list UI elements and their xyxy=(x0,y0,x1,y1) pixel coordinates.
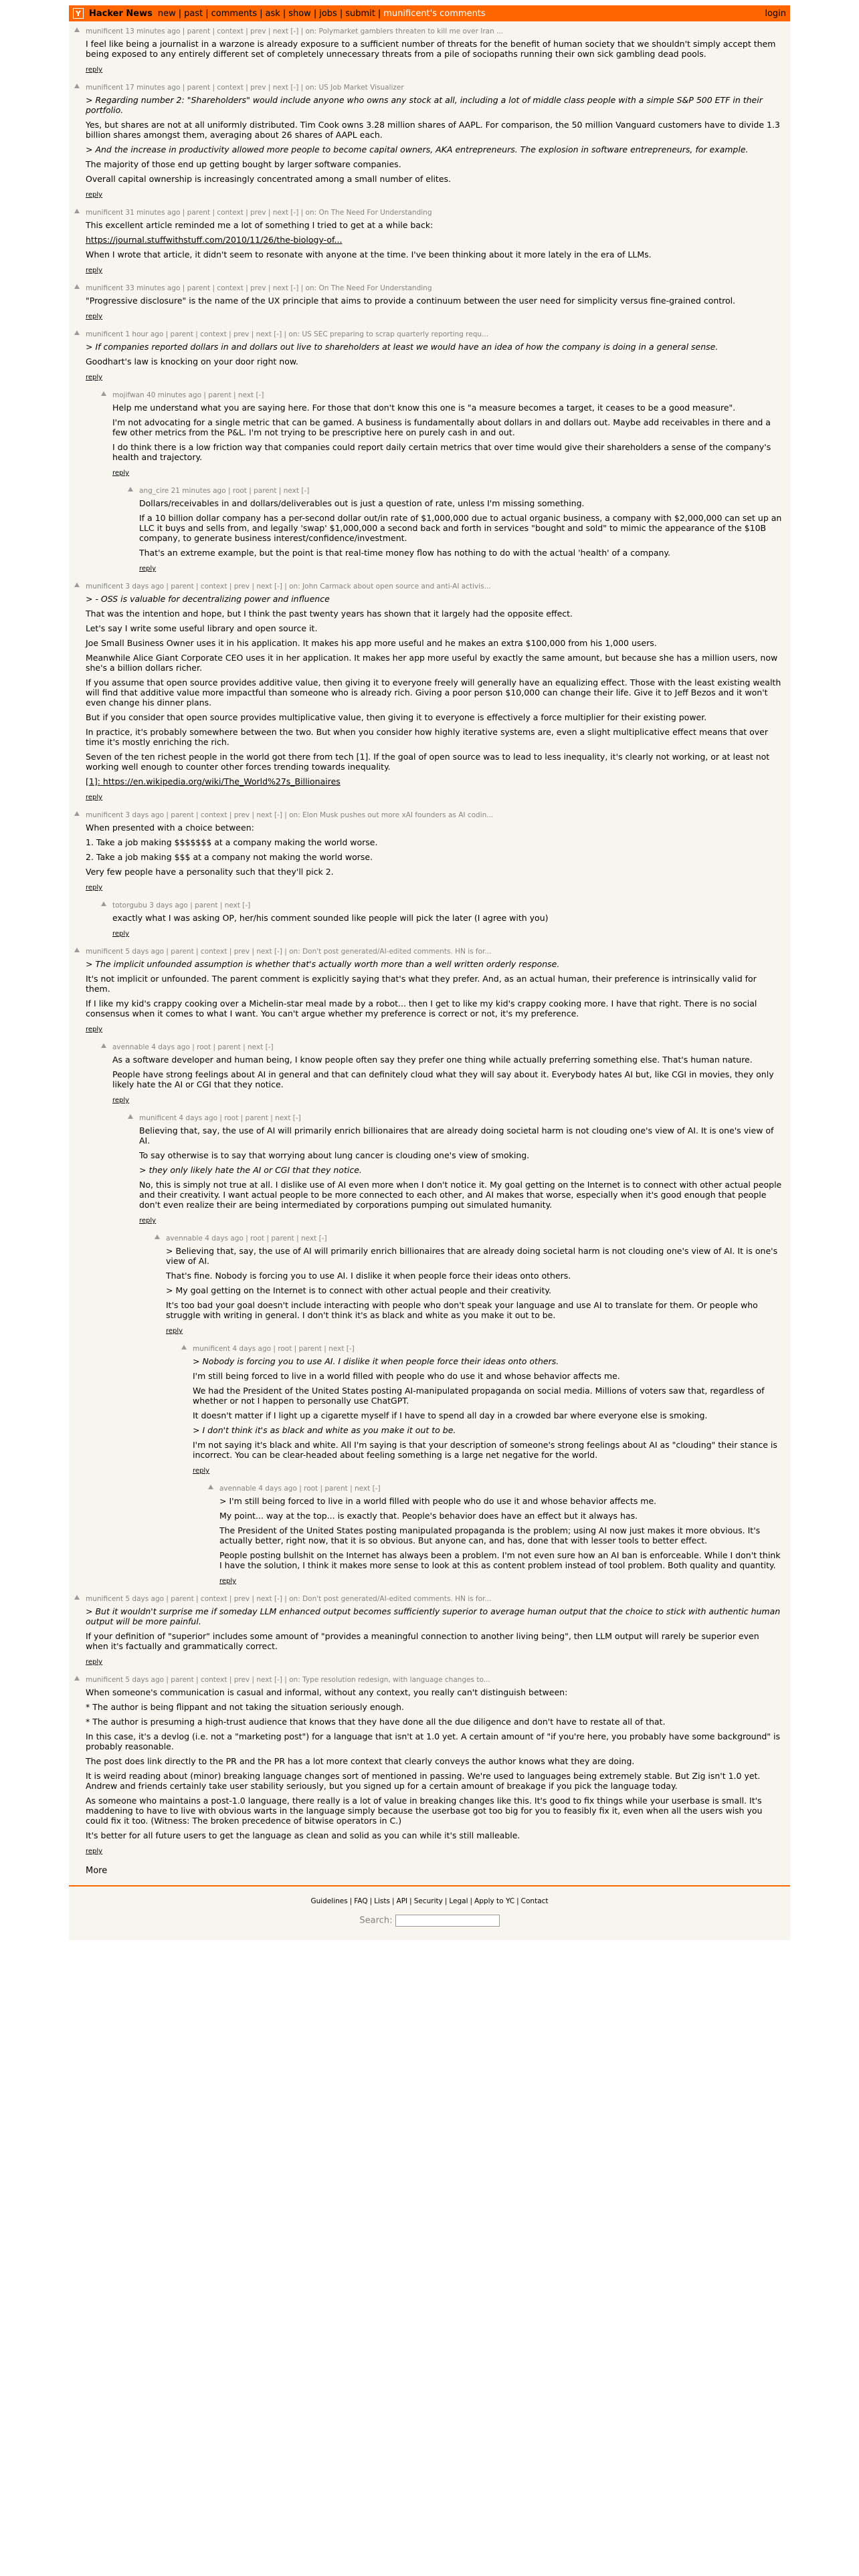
comment-paragraph: That's an extreme example, but the point is that real-time money flow has nothing to do with the actual 'health' of a company. xyxy=(139,548,670,558)
comment-text xyxy=(86,220,783,259)
reply-link[interactable]: reply xyxy=(86,313,103,320)
comment-paragraph: As a software developer and human being, I know people often say they prefer one thing while actually preferring something else. That's human nature. xyxy=(112,1055,753,1065)
comment-paragraph xyxy=(86,235,783,245)
comment-paragraph: I'm not saying it's black and white. All I'm saying is that your description of someone's strong feelings about AI as "clouding" their stance is incorrect. You can be clear-headed about feeling something is a large net negative for the world. xyxy=(193,1440,777,1460)
comment xyxy=(69,207,790,282)
comment-paragraph: That was the intention and hope, but I think the past twenty years has shown that it largely had the opposite effect. xyxy=(86,609,573,619)
comment xyxy=(69,809,790,899)
quoted-paragraph: > they only likely hate the AI or CGI that they notice. xyxy=(139,1165,362,1175)
upvote-arrow-icon[interactable] xyxy=(74,811,80,816)
comment xyxy=(69,282,790,328)
upvote-arrow-icon[interactable] xyxy=(181,1345,187,1350)
comment-paragraph: If you assume that open source provides additive value, then giving it to everyone freely will generally have an equalizing effect. Those with the least existing wealth will find that additive value more impactful than someone who is already rich. Giving a poor person $10,000 can change their life. Give it to Jeff Bezos and it won't even change his dinner plans. xyxy=(86,677,781,708)
quoted-paragraph: > But it wouldn't surprise me if someday LLM enhanced output becomes sufficiently superior to average human output that the choice to stick with authentic human output will be more painful. xyxy=(86,1606,781,1626)
comment-text xyxy=(86,594,783,786)
search-area xyxy=(69,1915,790,1927)
nav-separator: | xyxy=(205,8,209,19)
footer-separator: | xyxy=(444,1897,448,1905)
comment-paragraph: Let's say I write some useful library and open source it. xyxy=(86,623,318,633)
comment-text xyxy=(166,1246,783,1320)
comment xyxy=(69,25,790,82)
comment-paragraph: When I wrote that article, it didn't seem to resonate with anyone at the time. I've been thinking about it more lately in the era of LLMs. xyxy=(86,249,652,259)
comment-paragraph: My point... way at the top... is exactly that. People's behavior does have an effect but it always has. xyxy=(219,1511,638,1521)
comment-header[interactable]: avennable 4 days ago | root | parent | next [-] xyxy=(219,1485,381,1493)
comment-paragraph: In this case, it's a devlog (i.e. not a "marketing post") for a language that isn't at 1.0 yet. A certain amount of "if you're here, you probably have some background" is probably reasonable. xyxy=(86,1731,781,1751)
comment-header[interactable]: avennable 4 days ago | root | parent | next [-] xyxy=(112,1043,274,1051)
footer-link[interactable]: Guidelines xyxy=(310,1897,348,1905)
comment-header[interactable]: munificent 1 hour ago | parent | context | prev | next [-] | on: US SEC preparing to scrap quarterly reporting requ... xyxy=(86,330,489,338)
comment-text xyxy=(193,1356,783,1460)
comment-paragraph: It is weird reading about (minor) breaking language changes sort of mentioned in passing. We're used to languages being extremely stable. But Zig isn't 1.0 yet. Andrew and friends certainly take user stability seriously, but you signed up for a certain amount of breakage if you pick the language today. xyxy=(86,1771,761,1791)
reply-link[interactable]: reply xyxy=(86,1848,103,1855)
comment-paragraph: 1. Take a job making $$$$$$$ at a company making the world worse. xyxy=(86,837,378,847)
comment-paragraph: To say otherwise is to say that worrying about lung cancer is clouding one's view of smoking. xyxy=(139,1150,530,1160)
comment-text xyxy=(112,403,783,462)
comment-paragraph: * The author is being flippant and not taking the situation seriously enough. xyxy=(86,1702,404,1712)
quoted-paragraph: > And the increase in productivity allowed more people to become capital owners, AKA entrepreneurs. The explosion in software entrepreneurs, for example. xyxy=(86,144,749,154)
comment-text xyxy=(139,1125,783,1210)
upvote-arrow-icon[interactable] xyxy=(101,391,106,396)
nav-jobs[interactable]: jobs xyxy=(319,8,337,19)
comment-header[interactable]: munificent 17 minutes ago | parent | context | prev | next [-] | on: US Job Market Visualizer xyxy=(86,84,404,92)
comment-header[interactable]: munificent 3 days ago | parent | context | prev | next [-] | on: John Carmack about open source and anti-AI activis... xyxy=(86,582,491,591)
comment-paragraph: 2. Take a job making $$$ at a company not making the world worse. xyxy=(86,852,373,862)
comment-paragraph xyxy=(86,776,783,786)
nav-current-page[interactable]: munificent's comments xyxy=(383,8,486,19)
comment-paragraph: Seven of the ten richest people in the world got there from tech [1]. If the goal of open source was to lead to less inequality, it's clearly not working, or at least not working well enough to counter other forces trending towards inequality. xyxy=(86,752,770,772)
comment-paragraph: The post does link directly to the PR and the PR has a lot more context that clearly conveys the author knows what they are doing. xyxy=(86,1756,635,1766)
upvote-arrow-icon[interactable] xyxy=(74,1595,80,1600)
upvote-arrow-icon[interactable] xyxy=(155,1235,160,1239)
comment-text xyxy=(86,1606,783,1651)
footer-separator: | xyxy=(349,1897,353,1905)
nav-separator: | xyxy=(282,8,286,19)
comment-list xyxy=(69,21,790,1863)
nav-separator: | xyxy=(178,8,182,19)
nav-links xyxy=(158,9,486,19)
comment-text xyxy=(86,959,783,1018)
comment-paragraph: This excellent article reminded me a lot of something I tried to get at a while back: xyxy=(86,220,434,230)
footer-link[interactable]: API xyxy=(396,1897,408,1905)
upvote-arrow-icon[interactable] xyxy=(101,1043,106,1048)
nav-show[interactable]: show xyxy=(288,8,311,19)
footer-link[interactable]: Legal xyxy=(449,1897,468,1905)
quoted-paragraph: > Regarding number 2: "Shareholders" would include anyone who owns any stock at all, including a lot of middle class people with a simple S&P 500 ETF in their portfolio. xyxy=(86,95,763,115)
upvote-arrow-icon[interactable] xyxy=(128,1114,133,1119)
comment-paragraph: It's not implicit or unfounded. The parent comment is explicitly saying that's what they prefer. And, as an actual human, their preference is intrinsically valid for them. xyxy=(86,974,757,994)
comment-header[interactable]: munificent 3 days ago | parent | context | prev | next [-] | on: Elon Musk pushes out more xAI founders as AI codin... xyxy=(86,811,494,819)
nav-new[interactable]: new xyxy=(157,8,176,19)
comment-paragraph: We had the President of the United States posting AI-manipulated propaganda on social media. Millions of voters saw that, regardless of whether or not I happen to personally use ChatGPT. xyxy=(193,1386,765,1406)
comment-paragraph: As someone who maintains a post-1.0 language, there really is a lot of value in breaking changes like this. It's good to fix things while your userbase is small. It's maddening to have to live with obvious warts in the language simply because the userbase got too big for you to feasibly fix it, even when all the users wish you could fix it too. (Witness: The broken precedence of bitwise operators in C.) xyxy=(86,1796,763,1826)
reply-link[interactable]: reply xyxy=(86,191,103,199)
comment xyxy=(69,389,790,485)
comment-header[interactable]: ang_cire 21 minutes ago | root | parent | next [-] xyxy=(139,487,310,495)
comment-paragraph: Very few people have a personality such that they'll pick 2. xyxy=(86,867,334,877)
comment-header[interactable]: mojifwan 40 minutes ago | parent | next [-] xyxy=(112,391,264,399)
comment-paragraph: The President of the United States posting manipulated propaganda is the problem; using AI now just makes it more obvious. It's actually better, right now, that it is so obvious. But anyone can, and has, done that with lesser tools to better effect. xyxy=(219,1525,761,1545)
reply-link[interactable]: reply xyxy=(86,267,103,274)
comment-link[interactable]: [1]: https://en.wikipedia.org/wiki/The_World%27s_Billionaires xyxy=(86,776,341,786)
nav-separator: | xyxy=(313,8,317,19)
comment-paragraph: People have strong feelings about AI in general and that can definitely cloud what they will say about it. Everybody hates AI but, like CGI in movies, they only likely hate the AI or CGI that they notice. xyxy=(112,1069,774,1089)
upvote-arrow-icon[interactable] xyxy=(74,27,80,32)
comment xyxy=(69,1232,790,1343)
comment xyxy=(69,485,790,580)
upvote-arrow-icon[interactable] xyxy=(74,209,80,213)
reply-link[interactable]: reply xyxy=(139,565,157,572)
comment-text xyxy=(86,342,783,366)
quoted-paragraph: > - OSS is valuable for decentralizing power and influence xyxy=(86,594,330,604)
comment-header[interactable]: munificent 31 minutes ago | parent | context | prev | next [-] | on: On The Need For Understanding xyxy=(86,209,432,217)
comment xyxy=(69,1674,790,1863)
quoted-paragraph: > The implicit unfounded assumption is whether that's actually worth more than a well written orderly response. xyxy=(86,959,560,969)
comment-paragraph: > Believing that, say, the use of AI will primarily enrich billionaires that are already doing societal harm is not clouding one's view of AI. It is one's view of AI. xyxy=(166,1246,778,1266)
comment-paragraph: It's too bad your goal doesn't include interacting with people who don't speak your language and use AI to translate for them. Or people who struggle with writing in general. I don't think it's as black and white as you make it out to be. xyxy=(166,1300,758,1320)
comment-paragraph: But if you consider that open source provides multiplicative value, then giving it to everyone is effectively a force multiplier for their existing power. xyxy=(86,712,707,722)
more-link[interactable]: More xyxy=(86,1866,108,1876)
comment-paragraph: > My goal getting on the Internet is to connect with other actual people and their creativity. xyxy=(166,1285,551,1295)
reply-link[interactable]: reply xyxy=(112,1097,130,1104)
comment-text xyxy=(219,1496,783,1570)
comment-paragraph: Yes, but shares are not at all uniformly distributed. Tim Cook owns 3.28 million shares of AAPL. For comparison, the 50 million Vanguard customers have to divide 1.3 billion shares amongst them, averaging about 26 shares of AAPL each. xyxy=(86,120,780,140)
comment-text xyxy=(86,95,783,184)
comment-text xyxy=(112,1055,783,1089)
comment xyxy=(69,1112,790,1232)
upvote-arrow-icon[interactable] xyxy=(74,582,80,587)
comment-header[interactable]: munificent 5 days ago | parent | context | prev | next [-] | on: Don't post generated/AI-edited comments. HN is for... xyxy=(86,948,492,956)
comment-header[interactable]: munificent 13 minutes ago | parent | context | prev | next [-] | on: Polymarket gamblers threaten to kill me over Iran ... xyxy=(86,27,504,35)
comment-paragraph: Goodhart's law is knocking on your door right now. xyxy=(86,356,298,366)
upvote-arrow-icon[interactable] xyxy=(74,1676,80,1681)
comment-header[interactable]: avennable 4 days ago | root | parent | next [-] xyxy=(166,1235,327,1243)
comment xyxy=(69,328,790,389)
reply-link[interactable]: reply xyxy=(86,1658,103,1666)
footer-link[interactable]: Apply to YC xyxy=(474,1897,515,1905)
reply-link[interactable]: reply xyxy=(86,66,103,74)
comment-paragraph: It doesn't matter if I light up a cigarette myself if I have to spend all day in a crowded bar where everyone else is smoking. xyxy=(193,1410,708,1420)
comment-paragraph: "Progressive disclosure" is the name of the UX principle that aims to provide a continuum between the user need for simplicity versus fine-grained control. xyxy=(86,296,736,306)
comment-text xyxy=(86,1687,783,1840)
comment xyxy=(69,946,790,1041)
nav-separator: | xyxy=(260,8,263,19)
comment-paragraph: No, this is simply not true at all. I dislike use of AI even more when I don't notice it. My goal getting on the Internet is to connect with other actual people and their creativity. I want actual people to be more connected to each other, and AI makes that worse, especially when it's good enough that people don't even realize their are being intermediated by corporations pumping out simulated humanity. xyxy=(139,1180,782,1210)
y-logo-icon[interactable]: Y xyxy=(73,8,84,19)
comment-paragraph: If a 10 billion dollar company has a per-second dollar out/in rate of $1,000,000 due to actual organic business, a company with $2,000,000 can set up an LLC it buys and sells from, and legally 'swap' $1,000,000 a second back and forth in services "bought and sold" to mimic the appearance of the $10B company, to generate business interest/confidence/investment. xyxy=(139,513,782,543)
comment-text xyxy=(86,296,783,306)
quoted-paragraph: > I don't think it's as black and white as you make it out to be. xyxy=(193,1425,456,1435)
comment-paragraph: I'm still being forced to live in a world filled with people who do use it and whose behavior affects me. xyxy=(193,1371,620,1381)
footer-link[interactable]: Contact xyxy=(520,1897,549,1905)
reply-link[interactable]: reply xyxy=(193,1467,210,1475)
nav-separator: | xyxy=(377,8,381,19)
comment-paragraph: Meanwhile Alice Giant Corporate CEO uses it in her application. It makes her app more useful by exactly the same amount, but because she has a million users, now she's a billion dollars richer. xyxy=(86,653,778,673)
comment-text xyxy=(86,39,783,59)
comment-paragraph: * The author is presuming a high-trust audience that knows that they have done all the due diligence and don't have to restate all of that. xyxy=(86,1717,666,1727)
comment-paragraph: Believing that, say, the use of AI will primarily enrich billionaires that are already doing societal harm is not clouding one's view of AI. It is one's view of AI. xyxy=(139,1125,774,1146)
nav-ask[interactable]: ask xyxy=(265,8,280,19)
upvote-arrow-icon[interactable] xyxy=(128,487,133,492)
comment xyxy=(69,1483,790,1593)
comment-paragraph: When presented with a choice between: xyxy=(86,823,254,833)
footer-link[interactable]: Lists xyxy=(374,1897,390,1905)
quoted-paragraph: > If companies reported dollars in and dollars out live to shareholders at least we would have an idea of how the company is doing in a general sense. xyxy=(86,342,719,352)
comment-paragraph: exactly what I was asking OP, her/his comment sounded like people will pick the later (I agree with you) xyxy=(112,913,549,923)
comment-header[interactable]: totorgubu 3 days ago | parent | next [-] xyxy=(112,901,251,909)
comment-paragraph: It's better for all future users to get the language as clean and solid as you can while it's still malleable. xyxy=(86,1830,520,1840)
comment-header[interactable]: munificent 33 minutes ago | parent | context | prev | next [-] | on: On The Need For Understanding xyxy=(86,284,432,292)
reply-link[interactable]: reply xyxy=(112,469,130,477)
top-bar xyxy=(69,5,790,21)
reply-link[interactable]: reply xyxy=(166,1327,183,1335)
comment-text xyxy=(112,913,783,923)
comment xyxy=(69,580,790,809)
comment-text xyxy=(139,498,783,558)
comment-paragraph: Joe Small Business Owner uses it in his application. It makes his app more useful and he makes an extra $100,000 from his 1,000 users. xyxy=(86,638,657,648)
comment-paragraph: I feel like being a journalist in a warzone is already exposure to a sufficient number of threats for the benefit of human society that we shouldn't simply accept them being exposed to any entirely different set of completely unnecessary threats from a pile of sociopaths running their own sick gambling dead pools. xyxy=(86,39,776,59)
search-input[interactable] xyxy=(395,1915,500,1927)
quoted-paragraph: > Nobody is forcing you to use AI. I dislike it when people force their ideas onto others. xyxy=(193,1356,559,1366)
comment-header[interactable]: munificent 5 days ago | parent | context | prev | next [-] | on: Type resolution redesign, with language changes to... xyxy=(86,1676,490,1684)
nav-comments[interactable]: comments xyxy=(211,8,258,19)
comment-header[interactable]: munificent 4 days ago | root | parent | next [-] xyxy=(193,1345,355,1353)
upvote-arrow-icon[interactable] xyxy=(74,948,80,952)
upvote-arrow-icon[interactable] xyxy=(208,1485,213,1489)
footer-separator: | xyxy=(391,1897,395,1905)
comment xyxy=(69,1593,790,1674)
comment-paragraph: I'm not advocating for a single metric that can be gamed. A business is fundamentally about dollars in and dollars out. Maybe add receivables in there and a few other metrics from the P&L. I'm not trying to be prescriptive here on purely cash in and out. xyxy=(112,417,771,437)
comment-paragraph: If your definition of "superior" includes some amount of "provides a meaningful connection to another living being", then LLM output will rarely be superior even when it's factually and grammatically correct. xyxy=(86,1631,759,1651)
comment-paragraph: Help me understand what you are saying here. For those that don't know this one is "a measure becomes a target, it ceases to be a good measure". xyxy=(112,403,736,413)
comment-paragraph: Overall capital ownership is increasingly concentrated among a small number of elites. xyxy=(86,174,451,184)
comment-link[interactable]: https://journal.stuffwithstuff.com/2010/11/26/the-biology-of... xyxy=(86,235,343,245)
reply-link[interactable]: reply xyxy=(112,930,130,938)
comment xyxy=(69,1041,790,1112)
footer-link[interactable]: FAQ xyxy=(354,1897,368,1905)
comment-paragraph: The majority of those end up getting bought by larger software companies. xyxy=(86,159,401,169)
footer xyxy=(69,1885,790,1940)
comment-paragraph: People posting bullshit on the Internet has always been a problem. I'm not even sure how an AI ban is enforceable. While I don't think I have the solution, I think it makes more sense to look at this as content problem instead of tool problem. Both quality and quantity. xyxy=(219,1550,781,1570)
comment-paragraph: Dollars/receivables in and dollars/deliverables out is just a question of rate, unless I'm missing something. xyxy=(139,498,585,508)
site-name[interactable]: Hacker News xyxy=(89,8,153,19)
reply-link[interactable]: reply xyxy=(86,794,103,801)
comment xyxy=(69,1343,790,1483)
nav-separator: | xyxy=(339,8,343,19)
comment-paragraph: In practice, it's probably somewhere between the two. But when you consider how highly iterative systems are, even a slight multiplicative effect means that over time it's mostly enriching the rich. xyxy=(86,727,769,747)
comment-paragraph: That's fine. Nobody is forcing you to use AI. I dislike it when people force their ideas onto others. xyxy=(166,1271,571,1281)
footer-links xyxy=(69,1897,790,1905)
comment-paragraph: I do think there is a low friction way that companies could report daily certain metrics that over time would give their shareholders a sense of the company's health and trajectory. xyxy=(112,442,771,462)
login-link[interactable]: login xyxy=(765,8,786,19)
reply-link[interactable]: reply xyxy=(86,374,103,381)
hn-main xyxy=(69,5,790,1940)
footer-separator: | xyxy=(470,1897,473,1905)
footer-separator: | xyxy=(516,1897,519,1905)
reply-link[interactable]: reply xyxy=(219,1578,237,1585)
reply-link[interactable]: reply xyxy=(86,1026,103,1033)
comment-header[interactable]: munificent 4 days ago | root | parent | next [-] xyxy=(139,1114,301,1122)
reply-link[interactable]: reply xyxy=(86,884,103,891)
footer-separator: | xyxy=(369,1897,373,1905)
comment-header[interactable]: munificent 5 days ago | parent | context | prev | next [-] | on: Don't post generated/AI-edited comments. HN is for... xyxy=(86,1595,492,1603)
comment-text xyxy=(86,823,783,877)
footer-link[interactable]: Security xyxy=(413,1897,443,1905)
upvote-arrow-icon[interactable] xyxy=(101,901,106,906)
upvote-arrow-icon[interactable] xyxy=(74,330,80,335)
footer-separator: | xyxy=(409,1897,412,1905)
search-label: Search: xyxy=(359,1915,393,1926)
upvote-arrow-icon[interactable] xyxy=(74,284,80,289)
comment xyxy=(69,82,790,207)
reply-link[interactable]: reply xyxy=(139,1217,157,1224)
comment-paragraph: > I'm still being forced to live in a world filled with people who do use it and whose behavior affects me. xyxy=(219,1496,657,1506)
comment xyxy=(69,899,790,946)
nav-past[interactable]: past xyxy=(184,8,203,19)
comment-paragraph: If I like my kid's crappy cooking over a Michelin-star meal made by a robot... then I get to like my kid's crappy cooking more. I have that right. There is no social consensus when it comes to what I want. You can't argue whether my preference is correct or not, it's my preference. xyxy=(86,998,757,1018)
upvote-arrow-icon[interactable] xyxy=(74,84,80,88)
comment-paragraph: When someone's communication is casual and informal, without any context, you really can't distinguish between: xyxy=(86,1687,568,1697)
nav-submit[interactable]: submit xyxy=(345,8,375,19)
